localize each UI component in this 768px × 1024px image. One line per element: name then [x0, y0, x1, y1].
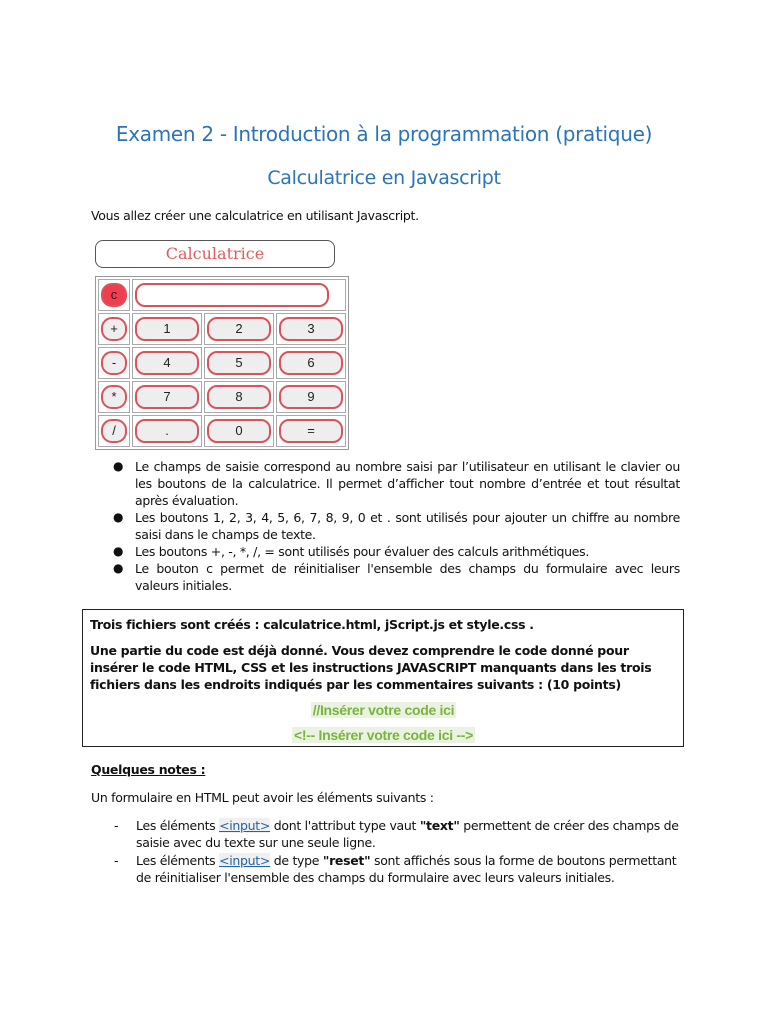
divide-button[interactable]: / — [101, 419, 127, 443]
clear-button[interactable]: c — [101, 283, 127, 307]
list-item: ● Le bouton c permet de réinitialiser l'ensemble des champs du formulaire avec leurs valeurs initiales. — [113, 561, 680, 593]
html-comment: <!-- Insérer votre code ici --> — [294, 727, 473, 743]
list-item: ● Les boutons +, -, *, /, = sont utilisés pour évaluer des calculs arithmétiques. — [113, 544, 590, 559]
calculator-header: Calculatrice — [95, 240, 335, 268]
input-tag-link[interactable]: <input> — [219, 818, 271, 833]
calculator-row-display — [98, 279, 346, 311]
page-title: Examen 2 - Introduction à la programmation (pratique) — [115, 122, 653, 146]
bullet-icon: ● — [113, 544, 124, 558]
key-0-button[interactable]: 0 — [207, 419, 271, 443]
calculator-row — [98, 313, 346, 345]
dash-icon: - — [114, 818, 119, 833]
key-5-button[interactable]: 5 — [207, 351, 271, 375]
list-item: - Les éléments <input> dont l'attribut type vaut "text" permettent de créer des champs de saisie avec du texte sur une seule ligne. — [114, 818, 679, 850]
instructions-line: Une partie du code est déjà donné. Vous devez comprendre le code donné pour insérer le code HTML, CSS et les instructions JAVASCRIPT manquants dans les trois fichiers dans les endroits indiqués par les commentaires suivants : (10 points) — [90, 643, 652, 692]
requirements-list — [110, 458, 680, 594]
list-item: - Les éléments <input> de type "reset" sont affichés sous la forme de boutons permettant de réinitialiser l'ensemble des champs du formulaire avec leurs valeurs initiales. — [114, 853, 677, 885]
minus-button[interactable]: - — [101, 351, 127, 375]
list-item: ● Les boutons 1, 2, 3, 4, 5, 6, 7, 8, 9, 0 et . sont utilisés pour ajouter un chiffre au nombre saisi dans le champs de texte. — [113, 510, 680, 542]
key-2-button[interactable]: 2 — [207, 317, 271, 341]
plus-button[interactable]: + — [101, 317, 127, 341]
notes-list — [110, 817, 680, 887]
key-1-button[interactable]: 1 — [135, 317, 199, 341]
notes-text: Un formulaire en HTML peut avoir les éléments suivants : — [91, 790, 434, 805]
key-9-button[interactable]: 9 — [279, 385, 343, 409]
bullet-icon: ● — [113, 561, 124, 575]
calculator-row — [98, 381, 346, 413]
input-tag-link[interactable]: <input> — [219, 853, 271, 868]
notes-title: Quelques notes : — [91, 762, 206, 777]
display-cell — [132, 279, 346, 311]
list-item: ● Le champs de saisie correspond au nombre saisi par l’utilisateur en utilisant le clavier ou les boutons de la calculatrice. Il permet d’afficher tout nombre d’entrée et tout résultat après évaluation. — [113, 459, 680, 508]
page-subtitle: Calculatrice en Javascript — [267, 167, 501, 189]
key-7-button[interactable]: 7 — [135, 385, 199, 409]
js-comment: //Insérer votre code ici — [312, 702, 455, 718]
dash-icon: - — [114, 853, 119, 868]
key-8-button[interactable]: 8 — [207, 385, 271, 409]
display-input[interactable] — [135, 283, 329, 307]
multiply-button[interactable]: * — [101, 385, 127, 409]
key-3-button[interactable]: 3 — [279, 317, 343, 341]
bullet-icon: ● — [113, 510, 124, 524]
equals-button[interactable]: = — [279, 419, 343, 443]
bullet-icon: ● — [113, 459, 124, 473]
intro-text: Vous allez créer une calculatrice en utilisant Javascript. — [91, 208, 419, 223]
decimal-button[interactable]: . — [135, 419, 199, 443]
calculator-row — [98, 347, 346, 379]
clear-cell — [98, 279, 130, 311]
files-line: Trois fichiers sont créés : calculatrice.html, jScript.js et style.css . — [90, 617, 534, 632]
key-6-button[interactable]: 6 — [279, 351, 343, 375]
calculator-row — [98, 415, 346, 447]
calculator-grid — [95, 276, 349, 450]
key-4-button[interactable]: 4 — [135, 351, 199, 375]
instructions-box — [82, 609, 684, 747]
